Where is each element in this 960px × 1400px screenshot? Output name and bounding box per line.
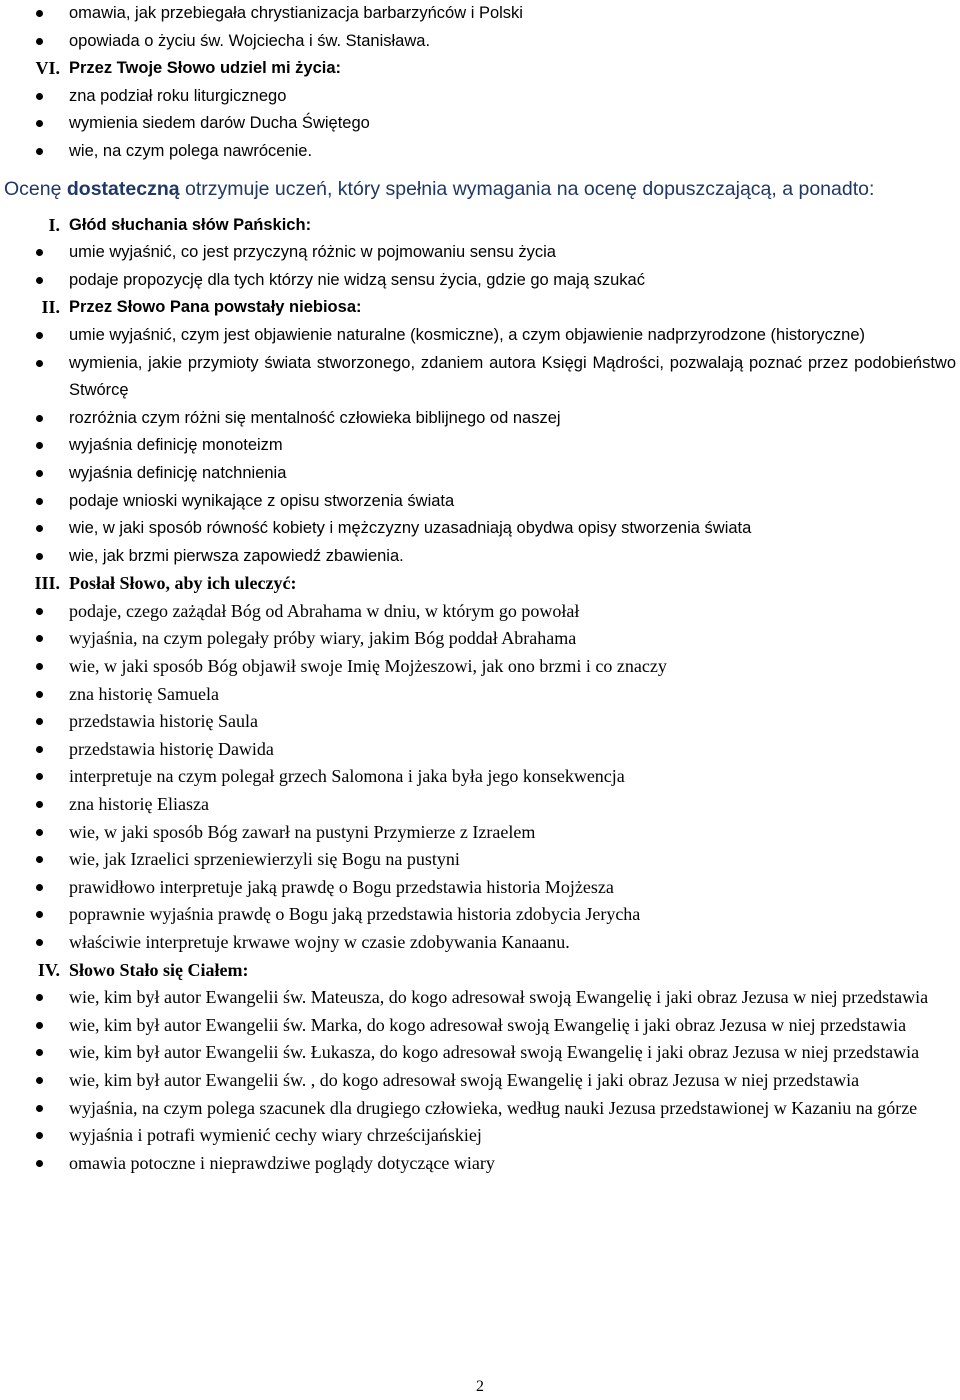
list-item [0, 83, 960, 111]
grade-heading-bold: dostateczną [66, 177, 180, 200]
list-item [0, 110, 960, 138]
bullet-icon [36, 360, 43, 367]
section-title: Głód słuchania słów Pańskich: [69, 215, 312, 234]
bullet-icon [36, 332, 43, 339]
section-heading [0, 957, 960, 985]
list-item-text: omawia potoczne i nieprawdziwe poglądy dotyczące wiary [69, 1152, 495, 1173]
list-item-text: zna historię Samuela [69, 683, 219, 704]
bullet-icon [36, 635, 43, 642]
list-item [0, 625, 960, 653]
bullet-icon [36, 525, 43, 532]
list-item [0, 1012, 960, 1040]
bullet-icon [36, 773, 43, 780]
section-list [0, 598, 960, 957]
list-item-text: wie, kim był autor Ewangelii św. , do kogo adresował swoją Ewangelię i jaki obraz Jezusa w niej przedstawia [69, 1069, 860, 1090]
bullet-icon [36, 249, 43, 256]
list-item-text: wie, w jaki sposób równość kobiety i mężczyzny uzasadniają obydwa opisy stworzenia świata [69, 519, 752, 538]
bullet-icon [36, 38, 43, 45]
bullet-icon [36, 470, 43, 477]
bullet-icon [36, 1077, 43, 1084]
list-item [0, 350, 960, 405]
list-item-text: podaje wnioski wynikające z opisu stworzenia świata [69, 491, 455, 510]
bullet-icon [36, 1105, 43, 1112]
bullet-icon [36, 148, 43, 155]
sections-container [0, 212, 960, 1178]
section-heading [0, 294, 960, 322]
bullet-icon [36, 10, 43, 17]
list-item [0, 460, 960, 488]
list-item-text: zna podział roku liturgicznego [69, 86, 287, 105]
bullet-icon [36, 1160, 43, 1167]
list-item-text: wie, na czym polega nawrócenie. [69, 141, 313, 160]
top-list [0, 0, 960, 55]
list-item-text: zna historię Eliasza [69, 794, 209, 815]
list-item-text: podaje, czego zażądał Bóg od Abrahama w dniu, w którym go powołał [69, 600, 580, 621]
list-item [0, 763, 960, 791]
list-item [0, 984, 960, 1012]
bullet-icon [36, 608, 43, 615]
bullet-icon [36, 746, 43, 753]
list-item [0, 846, 960, 874]
list-item [0, 488, 960, 516]
list-item-text: umie wyjaśnić, czym jest objawienie naturalne (kosmiczne), a czym objawienie nadprzyrodzone (historyczne) [69, 325, 865, 344]
bullet-icon [36, 884, 43, 891]
list-item [0, 267, 960, 295]
page-number: 2 [476, 1378, 484, 1395]
list-item [0, 598, 960, 626]
section-list [0, 984, 960, 1177]
section-title: Posłał Słowo, aby ich uleczyć: [69, 573, 297, 594]
list-item [0, 1122, 960, 1150]
bullet-icon [36, 120, 43, 127]
list-item-text: wie, kim był autor Ewangelii św. Marka, do kogo adresował swoją Ewangelię i jaki obraz Jezusa w niej przedstawia [69, 1014, 907, 1035]
bullet-icon [36, 415, 43, 422]
list-item-text: omawia, jak przebiegała chrystianizacja barbarzyńców i Polski [69, 4, 523, 22]
section-list [0, 239, 960, 294]
list-item-text: interpretuje na czym polegał grzech Salomona i jaka była jego konsekwencja [69, 766, 625, 787]
list-item-text: wymienia siedem darów Ducha Świętego [69, 114, 370, 133]
list-item [0, 653, 960, 681]
list-item [0, 432, 960, 460]
list-item [0, 1039, 960, 1067]
bullet-icon [36, 939, 43, 946]
grade-heading-before: Ocenę [4, 177, 67, 200]
bullet-icon [36, 691, 43, 698]
section-title: Przez Twoje Słowo udziel mi życia: [69, 59, 342, 78]
list-item-text: umie wyjaśnić, co jest przyczyną różnic w pojmowaniu sensu życia [69, 243, 556, 262]
bullet-icon [36, 1132, 43, 1139]
bullet-icon [36, 553, 43, 560]
list-item [0, 929, 960, 957]
bullet-icon [36, 801, 43, 808]
list-item [0, 0, 960, 28]
bullet-icon [36, 856, 43, 863]
list-item [0, 1150, 960, 1178]
list-item-text: wie, w jaki sposób Bóg zawarł na pustyni Przymierze z Izraelem [69, 821, 536, 842]
list-item-text: przedstawia historię Dawida [69, 738, 274, 759]
grade-heading [0, 166, 960, 212]
list-item-text: przedstawia historię Saula [69, 711, 258, 732]
section-vi-list [0, 83, 960, 166]
list-item-text: wie, jak brzmi pierwsza zapowiedź zbawienia. [69, 546, 404, 565]
list-item [0, 543, 960, 571]
grade-heading-after: otrzymuje uczeń, który spełnia wymagania na ocenę dopuszczającą, a ponadto: [179, 177, 875, 200]
list-item [0, 708, 960, 736]
list-item [0, 736, 960, 764]
list-item-text: właściwie interpretuje krwawe wojny w czasie zdobywania Kanaanu. [69, 932, 570, 952]
bullet-icon [36, 277, 43, 284]
list-item [0, 322, 960, 350]
bullet-icon [36, 442, 43, 449]
section-number: IV. [37, 959, 60, 980]
bullet-icon [36, 93, 43, 100]
list-item-text: wyjaśnia, na czym polega szacunek dla drugiego człowieka, według nauki Jezusa przedstawionej w Kazaniu na górze [69, 1097, 918, 1118]
list-item-text: wie, kim był autor Ewangelii św. Mateusza, do kogo adresował swoją Ewangelię i jaki obraz Jezusa w niej przedstawia [69, 987, 929, 1008]
section-title: Słowo Stało się Ciałem: [69, 959, 249, 980]
list-item [0, 681, 960, 709]
bullet-icon [36, 1049, 43, 1056]
section-title: Przez Słowo Pana powstały niebiosa: [69, 298, 362, 317]
list-item-text: poprawnie wyjaśnia prawdę o Bogu jaką przedstawia historia zdobycia Jerycha [69, 904, 641, 925]
list-item [0, 138, 960, 166]
list-item-text: wie, w jaki sposób Bóg objawił swoje Imię Mojżeszowi, jak ono brzmi i co znaczy [69, 656, 667, 677]
section-number: III. [34, 573, 60, 594]
list-item-text: rozróżnia czym różni się mentalność człowieka biblijnego od naszej [69, 408, 561, 427]
list-item-text: wyjaśnia definicję monoteizm [69, 436, 283, 455]
list-item-text: wyjaśnia i potrafi wymienić cechy wiary chrześcijańskiej [69, 1125, 482, 1146]
list-item-text: opowiada o życiu św. Wojciecha i św. Stanisława. [69, 31, 431, 50]
section-heading [0, 55, 960, 83]
list-item [0, 405, 960, 433]
bullet-icon [36, 718, 43, 725]
list-item-text: wie, jak Izraelici sprzeniewierzyli się Bogu na pustyni [69, 849, 460, 870]
bullet-icon [36, 911, 43, 918]
bullet-icon [36, 663, 43, 670]
list-item-text: prawidłowo interpretuje jaką prawdę o Bogu przedstawia historia Mojżesza [69, 876, 614, 897]
bullet-icon [36, 994, 43, 1001]
list-item-text: podaje propozycję dla tych którzy nie widzą sensu życia, gdzie go mają szukać [69, 270, 645, 289]
section-number: VI. [35, 58, 60, 79]
bullet-icon [36, 829, 43, 836]
section-number: I. [48, 214, 60, 235]
list-item [0, 1095, 960, 1123]
list-item [0, 515, 960, 543]
list-item [0, 1067, 960, 1095]
list-item [0, 901, 960, 929]
section-heading [0, 212, 960, 240]
bullet-icon [36, 498, 43, 505]
section-heading [0, 570, 960, 598]
list-item-text: wymienia, jakie przymioty świata stworzonego, zdaniem autora Księgi Mądrości, pozwalają poznać przez podobieństwo Stwórcę [69, 353, 956, 400]
list-item [0, 28, 960, 56]
list-item-text: wyjaśnia, na czym polegały próby wiary, jakim Bóg poddał Abrahama [69, 628, 577, 649]
bullet-icon [36, 1022, 43, 1029]
list-item [0, 874, 960, 902]
list-item [0, 239, 960, 267]
list-item [0, 819, 960, 847]
list-item-text: wie, kim był autor Ewangelii św. Łukasza, do kogo adresował swoją Ewangelię i jaki obraz Jezusa w niej przedstawia [69, 1042, 920, 1063]
section-number: II. [41, 297, 60, 318]
list-item [0, 791, 960, 819]
list-item-text: wyjaśnia definicję natchnienia [69, 463, 287, 482]
section-list [0, 322, 960, 570]
